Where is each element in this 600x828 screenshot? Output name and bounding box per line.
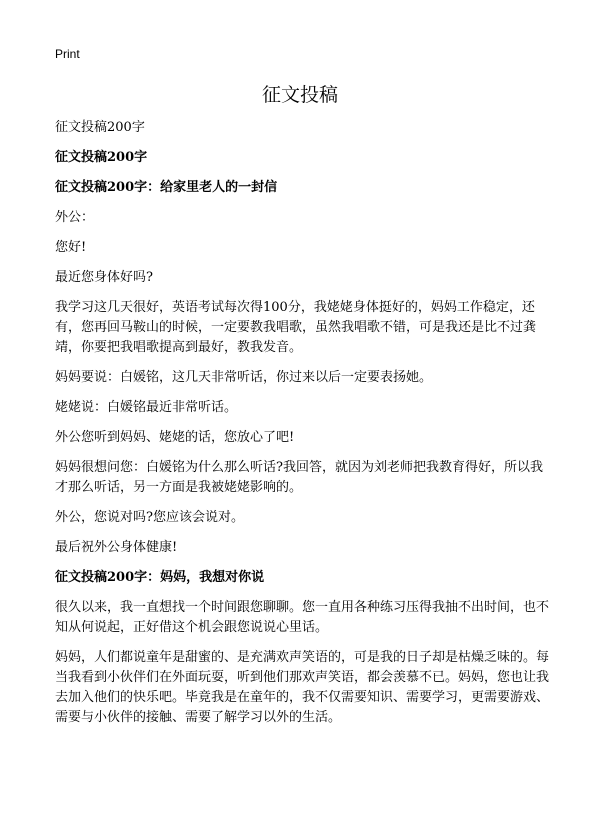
paragraph: 姥姥说：白媛铭最近非常听话。 <box>55 400 238 415</box>
paragraph: 很久以来，我一直想找一个时间跟您聊聊。您一直用各种练习压得我抽不出时间，也不知从何说起，正好借这个机会跟您说说心里话。 <box>55 600 550 635</box>
paragraph: 外公，您说对吗?您应该会说对。 <box>55 510 244 525</box>
section-heading: 征文投稿200字：给家里老人的一封信 <box>55 180 278 195</box>
page-title: 征文投稿 <box>261 84 338 106</box>
section-heading: 征文投稿200字 <box>55 150 148 165</box>
paragraph: 妈妈，人们都说童年是甜蜜的、是充满欢声笑语的，可是我的日子却是枯燥乏味的。每当我看到小伙伴们在外面玩耍，听到他们那欢声笑语，都会羡慕不已。妈妈，您也让我去加入他们的快乐吧。毕竟我是在童年的，我不仅需要知识、需要学习，更需要游戏、需要与小伙伴的接触、需要了解学习以外的生活。 <box>55 650 550 725</box>
paragraph: 妈妈要说：白媛铭，这几天非常听话，你过来以后一定要表扬她。 <box>55 370 433 385</box>
paragraph: 外公： <box>55 210 95 225</box>
article-body <box>55 118 555 738</box>
paragraph-subtitle: 征文投稿200字 <box>55 120 145 135</box>
paragraph: 妈妈很想问您：白媛铭为什么那么听话?我回答，就因为刘老师把我教育得好，所以我才那么听话，另一方面是我被姥姥影响的。 <box>55 460 543 495</box>
paragraph: 最后祝外公身体健康! <box>55 540 178 555</box>
print-label: Print <box>55 47 80 61</box>
paragraph: 最近您身体好吗? <box>55 270 153 285</box>
paragraph: 我学习这几天很好，英语考试每次得100分，我姥姥身体挺好的，妈妈工作稳定，还有，您再回马鞍山的时候，一定要教我唱歌，虽然我唱歌不错，可是我还是比不过龚靖，你要把我唱歌提高到最好，教我发音。 <box>55 300 537 355</box>
section-heading: 征文投稿200字：妈妈，我想对你说 <box>55 570 265 585</box>
paragraph: 您好! <box>55 240 87 255</box>
paragraph: 外公您听到妈妈、姥姥的话，您放心了吧! <box>55 430 295 445</box>
